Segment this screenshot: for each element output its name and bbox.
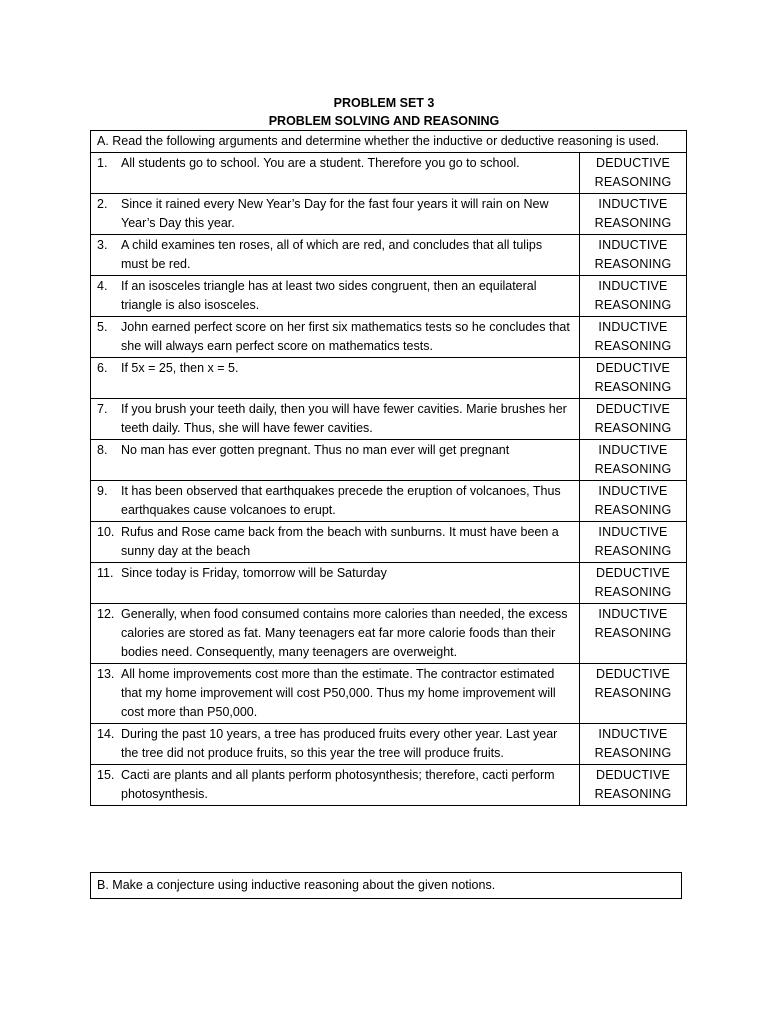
answer-reasoning-word: REASONING	[594, 626, 672, 640]
question-cell	[91, 765, 580, 806]
question-text: No man has ever gotten pregnant. Thus no man ever will get pregnant	[121, 443, 510, 457]
part-a-instruction-row	[91, 131, 687, 153]
question-wrap	[97, 725, 571, 763]
answer-cell	[580, 153, 687, 194]
question-row	[91, 317, 687, 358]
question-text: Cacti are plants and all plants perform photosynthesis; therefore, cacti perform photosynthesis.	[121, 768, 555, 801]
question-number: 8.	[97, 443, 108, 457]
question-text: If you brush your teeth daily, then you will have fewer cavities. Marie brushes her teeth daily. Thus, she will have fewer cavities.	[121, 402, 567, 435]
answer-type: INDUCTIVE	[598, 197, 668, 211]
question-cell	[91, 399, 580, 440]
question-text: If an isosceles triangle has at least two sides congruent, then an equilateral triangle is also isosceles.	[121, 279, 537, 312]
question-number: 6.	[97, 361, 108, 375]
answer-reasoning-word: REASONING	[594, 462, 672, 476]
question-cell	[91, 522, 580, 563]
answer-reasoning-word: REASONING	[594, 421, 672, 435]
question-row	[91, 235, 687, 276]
question-wrap	[97, 482, 571, 520]
question-wrap	[97, 564, 571, 583]
question-number: 7.	[97, 402, 108, 416]
question-row	[91, 440, 687, 481]
question-cell	[91, 235, 580, 276]
part-a-table	[90, 130, 687, 806]
question-text: If 5x = 25, then x = 5.	[121, 361, 239, 375]
answer-reasoning-word: REASONING	[594, 787, 672, 801]
answer-cell	[580, 522, 687, 563]
answer-type: INDUCTIVE	[598, 238, 668, 252]
question-cell	[91, 440, 580, 481]
question-number: 14.	[97, 727, 115, 741]
question-text: A child examines ten roses, all of which are red, and concludes that all tulips must be red.	[121, 238, 543, 271]
question-row	[91, 765, 687, 806]
answer-cell	[580, 194, 687, 235]
answer-type: DEDUCTIVE	[595, 156, 671, 170]
answer-type: DEDUCTIVE	[595, 361, 671, 375]
answer-type: INDUCTIVE	[598, 279, 668, 293]
question-text: All students go to school. You are a student. Therefore you go to school.	[121, 156, 520, 170]
answer-cell	[580, 604, 687, 664]
question-row	[91, 604, 687, 664]
question-number: 3.	[97, 238, 108, 252]
question-wrap	[97, 766, 571, 804]
answer-cell	[580, 235, 687, 276]
question-text: Rufus and Rose came back from the beach with sunburns. It must have been a sunny day at the beach	[121, 525, 559, 558]
answer-type: INDUCTIVE	[598, 607, 668, 621]
question-cell	[91, 317, 580, 358]
answer-type: INDUCTIVE	[598, 484, 668, 498]
question-number: 4.	[97, 279, 108, 293]
answer-reasoning-word: REASONING	[594, 503, 672, 517]
question-cell	[91, 194, 580, 235]
question-number: 12.	[97, 607, 115, 621]
answer-type: DEDUCTIVE	[595, 402, 671, 416]
question-text: It has been observed that earthquakes precede the eruption of volcanoes, Thus earthquakes cause volcanoes to erupt.	[121, 484, 561, 517]
answer-cell	[580, 563, 687, 604]
question-wrap	[97, 359, 571, 378]
answer-cell	[580, 317, 687, 358]
answer-reasoning-word: REASONING	[594, 216, 672, 230]
answer-reasoning-word: REASONING	[594, 298, 672, 312]
question-row	[91, 153, 687, 194]
answer-reasoning-word: REASONING	[594, 175, 672, 189]
answer-cell	[580, 664, 687, 724]
question-wrap	[97, 665, 571, 722]
question-wrap	[97, 523, 571, 561]
question-text: Since it rained every New Year’s Day for the fast four years it will rain on New Year’s Day this year.	[121, 197, 549, 230]
answer-cell	[580, 724, 687, 765]
answer-cell	[580, 276, 687, 317]
problem-set-subtitle: PROBLEM SOLVING AND REASONING	[268, 114, 500, 128]
question-number: 2.	[97, 197, 108, 211]
question-number: 11.	[97, 566, 114, 580]
answer-cell	[580, 440, 687, 481]
question-wrap	[97, 318, 571, 356]
part-b-instruction: B. Make a conjecture using inductive reasoning about the given notions.	[97, 878, 496, 892]
question-row	[91, 664, 687, 724]
answer-reasoning-word: REASONING	[594, 339, 672, 353]
answer-type: DEDUCTIVE	[595, 667, 671, 681]
answer-reasoning-word: REASONING	[594, 257, 672, 271]
question-wrap	[97, 195, 571, 233]
answer-type: INDUCTIVE	[598, 727, 668, 741]
question-number: 5.	[97, 320, 108, 334]
question-number: 13.	[97, 667, 115, 681]
question-wrap	[97, 277, 571, 315]
answer-reasoning-word: REASONING	[594, 585, 672, 599]
answer-reasoning-word: REASONING	[594, 746, 672, 760]
answer-reasoning-word: REASONING	[594, 686, 672, 700]
question-wrap	[97, 154, 571, 173]
question-cell	[91, 358, 580, 399]
question-cell	[91, 724, 580, 765]
answer-cell	[580, 358, 687, 399]
question-row	[91, 194, 687, 235]
answer-reasoning-word: REASONING	[594, 380, 672, 394]
question-number: 10.	[97, 525, 115, 539]
question-number: 15.	[97, 768, 115, 782]
question-row	[91, 358, 687, 399]
question-text: During the past 10 years, a tree has produced fruits every other year. Last year the tree did not produce fruits, so this year the tree will produce fruits.	[121, 727, 558, 760]
answer-cell	[580, 399, 687, 440]
answer-type: INDUCTIVE	[598, 443, 668, 457]
question-number: 1.	[97, 156, 108, 170]
question-row	[91, 276, 687, 317]
question-cell	[91, 563, 580, 604]
answer-type: INDUCTIVE	[598, 525, 668, 539]
question-text: John earned perfect score on her first six mathematics tests so he concludes that she will always earn perfect score on mathematics tests.	[121, 320, 570, 353]
question-wrap	[97, 441, 571, 460]
question-text: Generally, when food consumed contains more calories than needed, the excess calories are stored as fat. Many teenagers eat far more calorie foods than their bodies need. Consequently, many teenagers are overweight.	[121, 607, 568, 659]
answer-cell	[580, 481, 687, 522]
part-b-box	[90, 872, 682, 899]
question-text: All home improvements cost more than the estimate. The contractor estimated that my home improvement will cost P50,000. Thus my home improvement will cost more than P50,000.	[121, 667, 556, 719]
problem-set-title: PROBLEM SET 3	[333, 96, 435, 110]
question-row	[91, 522, 687, 563]
question-wrap	[97, 605, 571, 662]
question-row	[91, 481, 687, 522]
question-text: Since today is Friday, tomorrow will be Saturday	[121, 566, 387, 580]
part-a-instruction: A. Read the following arguments and determine whether the inductive or deductive reasoning is used.	[91, 131, 687, 153]
question-cell	[91, 481, 580, 522]
answer-type: DEDUCTIVE	[595, 566, 671, 580]
question-row	[91, 563, 687, 604]
answer-type: INDUCTIVE	[598, 320, 668, 334]
answer-cell	[580, 765, 687, 806]
question-cell	[91, 664, 580, 724]
question-cell	[91, 276, 580, 317]
question-row	[91, 724, 687, 765]
question-wrap	[97, 400, 571, 438]
question-cell	[91, 604, 580, 664]
question-wrap	[97, 236, 571, 274]
question-number: 9.	[97, 484, 108, 498]
answer-type: DEDUCTIVE	[595, 768, 671, 782]
answer-reasoning-word: REASONING	[594, 544, 672, 558]
question-row	[91, 399, 687, 440]
question-cell	[91, 153, 580, 194]
